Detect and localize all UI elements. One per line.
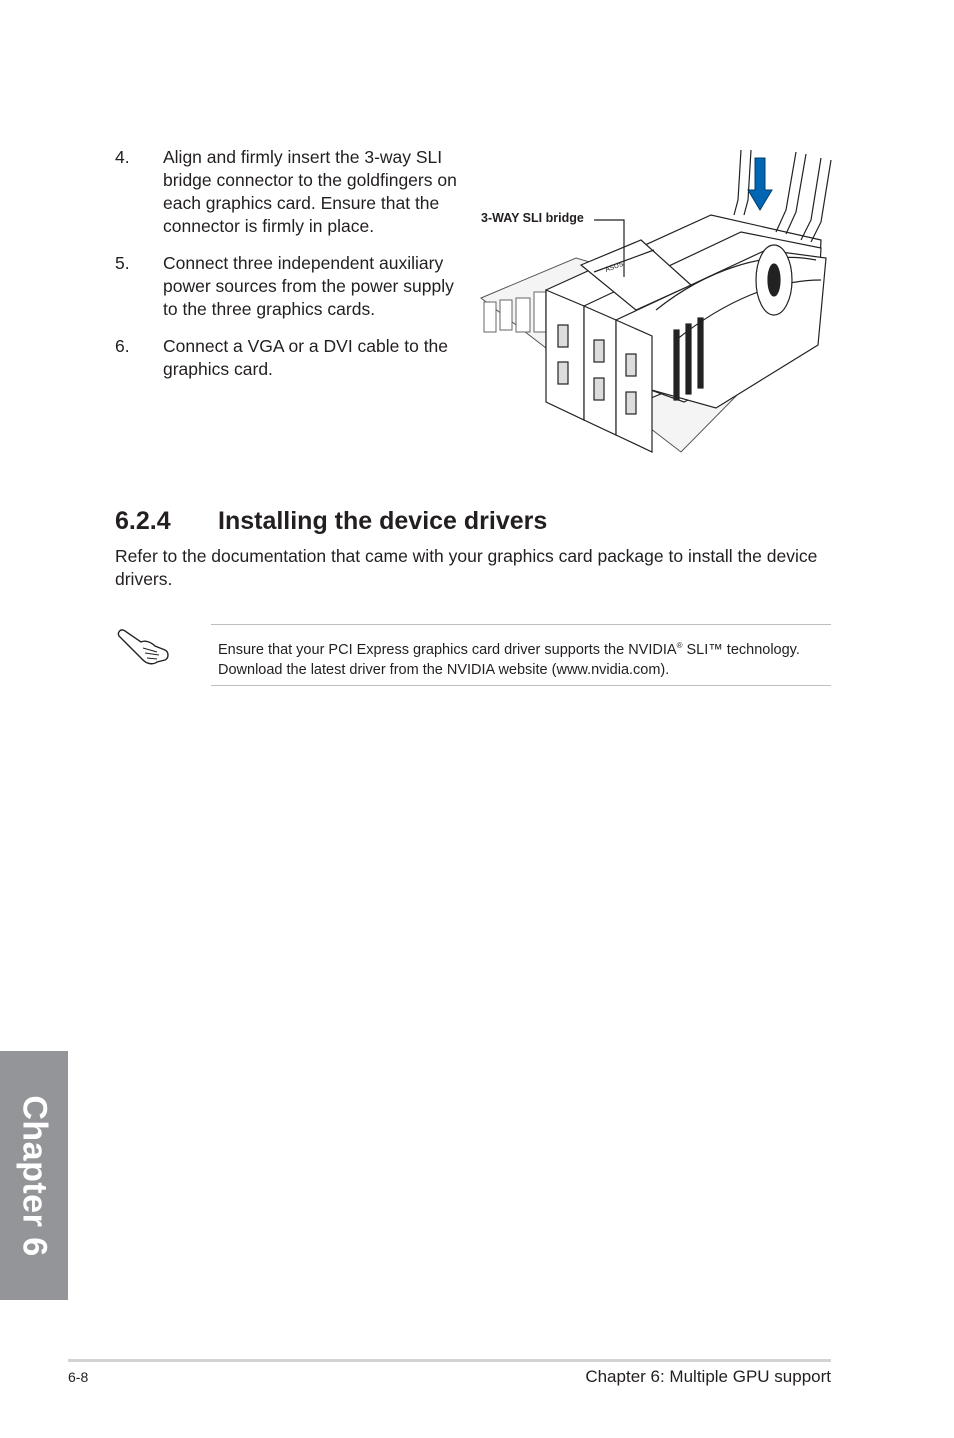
section-title: Installing the device drivers [218, 507, 548, 535]
section-number: 6.2.4 [115, 507, 171, 535]
step-number: 5. [115, 253, 130, 273]
note-box [211, 624, 831, 686]
step-text: Align and firmly insert the 3-way SLI bridge connector to the goldfingers on each graphics card. Ensure that the connector is firmly in place. [163, 147, 457, 236]
step-list [115, 146, 465, 395]
step-number: 4. [115, 147, 130, 167]
step-item [115, 335, 465, 381]
note-text-part1: Ensure that your PCI Express graphics card driver supports the NVIDIA [218, 641, 677, 658]
footer-divider [68, 1359, 831, 1362]
hand-pointing-icon [113, 622, 173, 670]
page-number: 6-8 [68, 1369, 89, 1385]
section-body: Refer to the documentation that came with your graphics card package to install the device drivers. [115, 546, 818, 589]
svg-text:ASUS: ASUS [604, 260, 625, 274]
footer-chapter-title: Chapter 6: Multiple GPU support [585, 1367, 831, 1386]
note-text [218, 636, 831, 680]
step-item [115, 252, 465, 321]
chapter-tab [0, 1051, 68, 1300]
registered-mark: ® [676, 641, 683, 650]
note-text-part2: SLI™ technology. [682, 641, 800, 658]
graphics-cards-drawing [476, 140, 836, 465]
section-heading [115, 507, 547, 536]
step-item [115, 146, 465, 238]
step-text: Connect three independent auxiliary power sources from the power supply to the three graphics cards. [163, 253, 454, 319]
note-text-line2: Download the latest driver from the NVIDIA website (www.nvidia.com). [218, 661, 670, 678]
sli-bridge-illustration [476, 140, 836, 465]
chapter-tab-label: Chapter 6 [15, 1095, 54, 1257]
step-text: Connect a VGA or a DVI cable to the graphics card. [163, 336, 449, 379]
step-number: 6. [115, 336, 130, 356]
sli-bridge-label: 3-WAY SLI bridge [481, 211, 584, 225]
